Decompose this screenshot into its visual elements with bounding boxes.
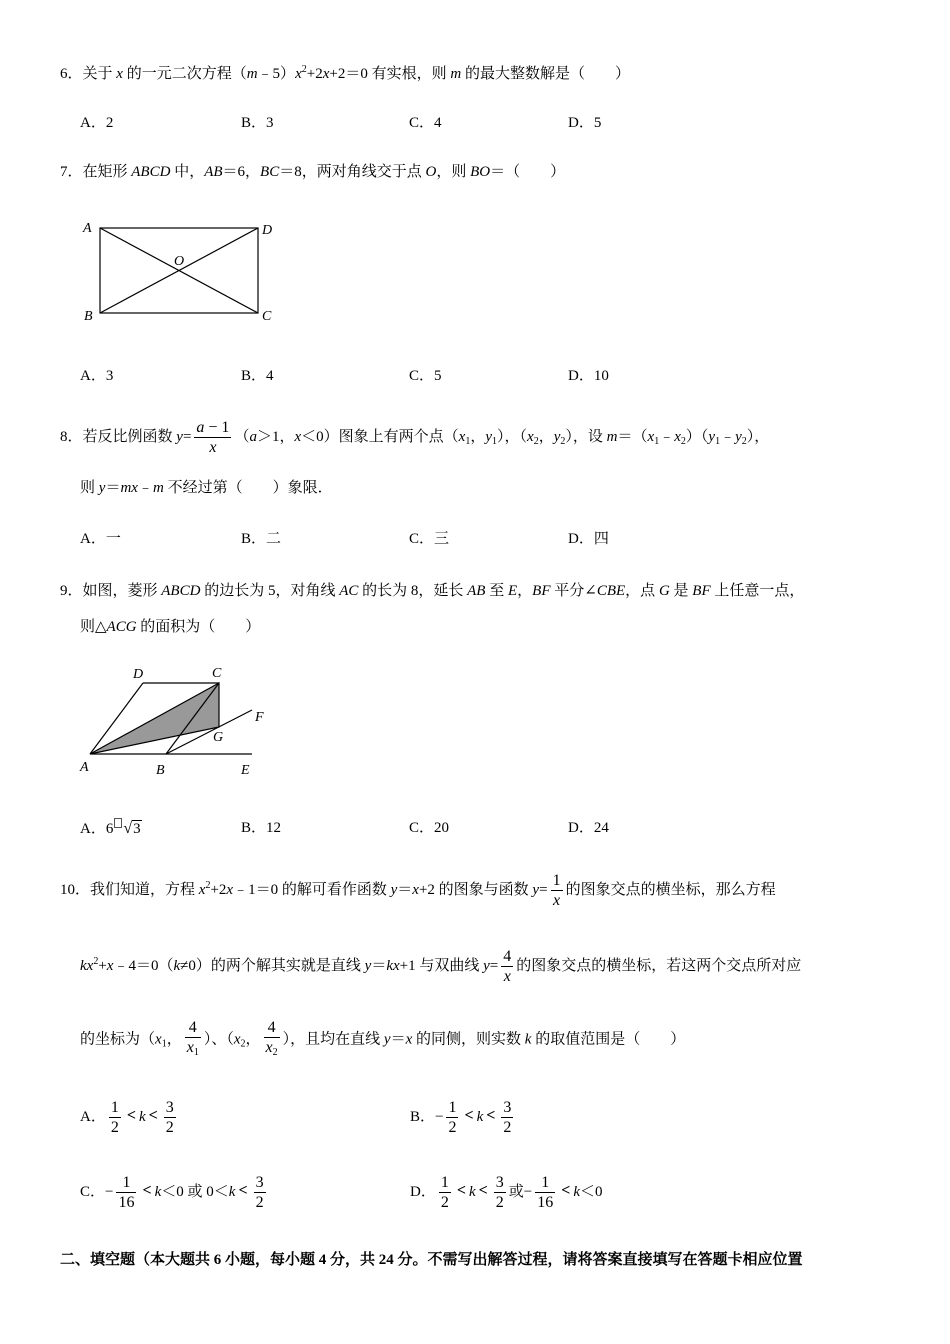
fraction bbox=[116, 1173, 136, 1212]
italic-variable: x bbox=[322, 66, 330, 82]
italic-variable: k bbox=[573, 1183, 581, 1200]
text-run: D．10 bbox=[568, 368, 609, 384]
text-run: ﹣4＝0（ bbox=[113, 957, 174, 974]
text-run: ＞1， bbox=[256, 428, 295, 445]
text-run: ＜0 bbox=[580, 1183, 603, 1200]
label-f: F bbox=[255, 710, 264, 725]
text-run: = bbox=[489, 957, 499, 974]
shaded-triangle-acg bbox=[90, 683, 219, 754]
fraction-numerator bbox=[194, 418, 231, 438]
q7-option-b bbox=[241, 354, 391, 398]
text-run: B．− bbox=[410, 1108, 444, 1125]
italic-variable: k bbox=[228, 1183, 236, 1200]
q6-option-d-text bbox=[568, 113, 601, 133]
fraction-denominator: 16 bbox=[118, 1193, 135, 1211]
italic-variable: x bbox=[106, 957, 114, 974]
q6-option-b bbox=[241, 101, 391, 145]
subscript: 1 bbox=[492, 435, 498, 447]
text-run: ﹣ bbox=[659, 428, 675, 445]
text-run: ＝ bbox=[105, 480, 121, 496]
math-operator: < bbox=[464, 1107, 474, 1125]
text-run: +2 bbox=[210, 881, 227, 898]
italic-variable: x bbox=[458, 428, 466, 445]
italic-variable: k bbox=[468, 1183, 476, 1200]
text-run: ， bbox=[517, 583, 533, 599]
italic-variable: x bbox=[116, 66, 123, 82]
italic-variable: x bbox=[412, 881, 419, 898]
italic-variable: k bbox=[138, 1108, 146, 1125]
text-run: ＜0）图象上有两个点（ bbox=[301, 428, 459, 445]
q9-option-c-text bbox=[409, 818, 449, 838]
text-run: D．四 bbox=[568, 531, 609, 547]
italic-variable: x bbox=[553, 891, 561, 909]
superscript: 2 bbox=[301, 64, 307, 75]
radicand: 3 bbox=[133, 820, 141, 837]
italic-variable: x bbox=[226, 881, 234, 898]
q6-option-c bbox=[409, 101, 559, 145]
fraction bbox=[185, 1018, 201, 1062]
text-run: ＝ bbox=[397, 881, 413, 898]
fraction-numerator: 4 bbox=[185, 1018, 201, 1038]
q8-stem-line-2 bbox=[80, 466, 890, 510]
text-run: ， bbox=[538, 428, 554, 445]
subscript: 2 bbox=[741, 435, 747, 447]
q9-option-a-text bbox=[80, 818, 142, 839]
superscript: 2 bbox=[205, 879, 211, 891]
italic-variable: mx bbox=[120, 480, 138, 496]
q8-stem-line-2-text bbox=[80, 478, 333, 498]
fraction bbox=[501, 1098, 513, 1137]
italic-variable: y bbox=[98, 480, 106, 496]
text-run: + bbox=[98, 957, 107, 974]
fraction-denominator: 2 bbox=[503, 1118, 512, 1136]
italic-variable: x bbox=[405, 1031, 413, 1048]
fraction bbox=[446, 1098, 458, 1137]
fraction-denominator: 2 bbox=[440, 1193, 449, 1211]
missing-glyph-box bbox=[114, 818, 122, 828]
math-operator: < bbox=[238, 1182, 248, 1200]
text-run: （ bbox=[234, 428, 250, 445]
text-run: A．3 bbox=[80, 368, 114, 384]
q8-option-b-text bbox=[241, 529, 281, 549]
q7-stem-text bbox=[60, 162, 565, 182]
text-run: ＝（ bbox=[617, 428, 648, 445]
text-run: C．5 bbox=[409, 368, 442, 384]
fraction-numerator: 3 bbox=[503, 1098, 512, 1116]
italic-variable: x bbox=[265, 1039, 273, 1056]
text-run: C．20 bbox=[409, 820, 450, 836]
superscript: 2 bbox=[93, 955, 99, 967]
italic-variable: y bbox=[390, 881, 398, 898]
text-run: 的一元二次方程（ bbox=[122, 66, 247, 82]
italic-variable: y bbox=[364, 957, 372, 974]
math-operator: < bbox=[561, 1182, 571, 1200]
fraction bbox=[109, 1098, 121, 1137]
math-operator: < bbox=[456, 1182, 466, 1200]
q9-rhombus-figure bbox=[70, 655, 280, 780]
q7-option-c bbox=[409, 354, 559, 398]
text-run: 的图象交点的横坐标，那么方程 bbox=[565, 881, 776, 898]
q6-option-a-text bbox=[80, 113, 113, 133]
italic-variable: x bbox=[198, 881, 206, 898]
fraction-denominator: 2 bbox=[255, 1193, 264, 1211]
text-run: 二、填空题（本大题共 6 小题，每小题 4 分，共 24 分。不需写出解答过程，请将答案直接填写在答题卡相应位置 bbox=[60, 1252, 803, 1268]
text-run: +1 与双曲线 bbox=[399, 957, 484, 974]
q10-option-b-text bbox=[410, 1098, 516, 1137]
italic-variable: y bbox=[383, 1031, 391, 1048]
italic-variable: E bbox=[507, 583, 518, 599]
italic-variable: BC bbox=[260, 164, 280, 180]
text-run: B．4 bbox=[241, 368, 274, 384]
text-run: +2 bbox=[306, 66, 323, 82]
math-operator: < bbox=[148, 1107, 158, 1125]
text-run: 的边长为 5，对角线 bbox=[200, 583, 340, 599]
text-run: − 1 bbox=[204, 418, 230, 436]
q7-option-a-text bbox=[80, 366, 113, 386]
italic-variable: BF bbox=[692, 583, 711, 599]
fraction bbox=[439, 1173, 451, 1212]
text-run: 8．若反比例函数 bbox=[60, 428, 177, 445]
subscript: 1 bbox=[465, 435, 471, 447]
fraction bbox=[535, 1173, 555, 1212]
fraction-numerator: 1 bbox=[440, 1173, 449, 1191]
fraction-numerator: 1 bbox=[448, 1098, 457, 1116]
q8-option-d bbox=[568, 517, 718, 561]
italic-variable: k bbox=[524, 1031, 532, 1048]
text-run: = bbox=[539, 881, 548, 898]
text-run: B．3 bbox=[241, 115, 274, 131]
text-run: ≠0）的两个解其实就是直线 bbox=[180, 957, 365, 974]
fraction-denominator: 2 bbox=[110, 1118, 119, 1136]
text-run: ， bbox=[166, 1031, 182, 1048]
subscript: 2 bbox=[680, 435, 686, 447]
q8-stem-line-1 bbox=[60, 415, 890, 459]
fraction-denominator bbox=[501, 967, 513, 986]
text-run: A．6 bbox=[80, 820, 114, 837]
text-run: A．2 bbox=[80, 115, 114, 131]
text-run: 7．在矩形 bbox=[60, 164, 132, 180]
text-run: 中， bbox=[170, 164, 205, 180]
italic-variable: BO bbox=[470, 164, 491, 180]
italic-variable: m bbox=[606, 428, 618, 445]
label-o: O bbox=[174, 254, 185, 269]
text-run: 的取值范围是（ ） bbox=[531, 1031, 686, 1048]
italic-variable: k bbox=[476, 1108, 484, 1125]
label-b: B bbox=[84, 309, 93, 324]
italic-variable: AC bbox=[339, 583, 359, 599]
fraction bbox=[501, 947, 513, 986]
text-run: ， bbox=[470, 428, 486, 445]
text-run: +2 的图象与函数 bbox=[418, 881, 533, 898]
italic-variable: k bbox=[154, 1183, 162, 1200]
text-run: ﹣ bbox=[720, 428, 736, 445]
text-run: B．12 bbox=[241, 820, 282, 836]
fraction-denominator bbox=[264, 1038, 280, 1062]
q10-option-b bbox=[410, 1095, 880, 1139]
q6-option-d bbox=[568, 101, 718, 145]
label-d: D bbox=[262, 223, 273, 238]
fraction bbox=[551, 871, 563, 910]
italic-variable: x bbox=[295, 66, 302, 82]
q8-option-d-text bbox=[568, 529, 609, 549]
fraction-denominator bbox=[551, 891, 563, 910]
fraction-denominator: 16 bbox=[537, 1193, 554, 1211]
text-run: A．一 bbox=[80, 531, 121, 547]
text-run: ＝（ ） bbox=[490, 164, 566, 180]
text-run: ，点 bbox=[625, 583, 659, 599]
italic-variable: y bbox=[485, 428, 493, 445]
fraction bbox=[254, 1173, 266, 1212]
text-run: 的面积为（ ） bbox=[136, 619, 261, 635]
q6-option-a bbox=[80, 101, 230, 145]
text-run: C．4 bbox=[409, 115, 442, 131]
italic-variable: x bbox=[294, 428, 302, 445]
q7-option-a bbox=[80, 354, 230, 398]
q8-option-a-text bbox=[80, 529, 121, 549]
text-run: ）（ bbox=[685, 428, 709, 445]
math-operator: < bbox=[142, 1182, 152, 1200]
fraction-numerator: 4 bbox=[264, 1018, 280, 1038]
italic-variable: y bbox=[483, 957, 490, 974]
q10-stem-line-2-text bbox=[80, 947, 801, 986]
text-run: ）、（ bbox=[203, 1031, 234, 1048]
italic-variable: m bbox=[246, 66, 258, 82]
fraction-denominator: 2 bbox=[495, 1193, 504, 1211]
text-run: ＝ bbox=[390, 1031, 406, 1048]
text-run: 是 bbox=[669, 583, 693, 599]
q8-stem-line-1-text bbox=[60, 418, 769, 457]
q10-stem-line-1 bbox=[60, 868, 890, 912]
fraction-numerator: 1 bbox=[535, 1173, 555, 1193]
q10-option-c-text bbox=[80, 1173, 269, 1212]
section-2-heading-text bbox=[60, 1250, 803, 1270]
text-run: A． bbox=[80, 1108, 106, 1125]
italic-variable: x bbox=[209, 438, 217, 456]
q8-option-b bbox=[241, 517, 391, 561]
italic-variable: x bbox=[155, 1031, 162, 1048]
fraction bbox=[264, 1018, 280, 1062]
q10-stem-line-3-text bbox=[80, 1018, 685, 1062]
fraction-denominator bbox=[194, 438, 231, 457]
italic-variable: x bbox=[527, 428, 534, 445]
q10-option-c bbox=[80, 1170, 400, 1214]
text-run: 上任意一点， bbox=[710, 583, 805, 599]
q10-stem-line-2 bbox=[80, 944, 890, 988]
text-run: = bbox=[182, 428, 192, 445]
fraction-denominator bbox=[185, 1038, 201, 1062]
label-c: C bbox=[212, 666, 222, 681]
text-run: B．二 bbox=[241, 531, 282, 547]
q7-stem bbox=[60, 150, 890, 194]
text-run: D．24 bbox=[568, 820, 609, 836]
q7-option-d bbox=[568, 354, 718, 398]
fraction-numerator: 4 bbox=[503, 947, 512, 965]
label-b: B bbox=[156, 763, 165, 778]
fraction-numerator: 1 bbox=[552, 871, 561, 889]
italic-variable: kx bbox=[386, 957, 400, 974]
text-run: 10．我们知道，方程 bbox=[60, 881, 199, 898]
text-run: ＝8，两对角线交于点 bbox=[279, 164, 426, 180]
italic-variable: x bbox=[186, 1039, 194, 1056]
italic-variable: ABCD bbox=[161, 583, 201, 599]
subscript: 2 bbox=[533, 435, 539, 447]
q9-option-d-text bbox=[568, 818, 609, 838]
text-run: ， bbox=[245, 1031, 261, 1048]
q9-option-b bbox=[241, 806, 391, 850]
text-run: ），且均在直线 bbox=[282, 1031, 384, 1048]
q8-option-c bbox=[409, 517, 559, 561]
italic-variable: y bbox=[532, 881, 540, 898]
text-run: 的长为 8，延长 bbox=[358, 583, 468, 599]
fraction-numerator: 3 bbox=[255, 1173, 264, 1191]
text-run: ﹣5） bbox=[257, 66, 296, 82]
q10-option-a bbox=[80, 1095, 400, 1139]
label-c: C bbox=[262, 309, 272, 324]
q9-option-c bbox=[409, 806, 559, 850]
italic-variable: a bbox=[196, 418, 205, 436]
math-operator: < bbox=[486, 1107, 496, 1125]
italic-variable: O bbox=[425, 164, 437, 180]
q9-option-d bbox=[568, 806, 718, 850]
q6-option-c-text bbox=[409, 113, 442, 133]
q10-stem-line-3 bbox=[80, 1018, 890, 1062]
text-run: D． bbox=[410, 1183, 436, 1200]
text-run: 的同侧，则实数 bbox=[412, 1031, 525, 1048]
subscript: 2 bbox=[240, 1038, 246, 1050]
q7-option-d-text bbox=[568, 366, 609, 386]
text-run: ﹣ bbox=[137, 480, 153, 496]
italic-variable: x bbox=[233, 1031, 241, 1048]
subscript: 2 bbox=[272, 1047, 278, 1058]
q10-stem-line-1-text bbox=[60, 871, 776, 910]
text-run: 的最大整数解是（ ） bbox=[461, 66, 630, 82]
q6-stem-text bbox=[60, 60, 630, 84]
label-d: D bbox=[133, 667, 144, 682]
square-root bbox=[123, 819, 141, 839]
italic-variable: y bbox=[553, 428, 561, 445]
q7-rectangle-figure bbox=[75, 212, 285, 327]
text-run: 平分∠ bbox=[550, 583, 597, 599]
q9-stem-line-2-text bbox=[80, 617, 260, 637]
q6-stem bbox=[60, 50, 890, 94]
fraction-numerator: 1 bbox=[116, 1173, 136, 1193]
fraction bbox=[194, 418, 231, 457]
section-2-heading bbox=[60, 1238, 890, 1282]
subscript: 1 bbox=[161, 1038, 167, 1050]
italic-variable: x bbox=[674, 428, 681, 445]
q10-option-d bbox=[410, 1170, 880, 1214]
text-run: 的图象交点的横坐标，若这两个交点所对应 bbox=[516, 957, 802, 974]
text-run: C．三 bbox=[409, 531, 450, 547]
q8-option-c-text bbox=[409, 529, 449, 549]
italic-variable: a bbox=[249, 428, 257, 445]
italic-variable: AB bbox=[467, 583, 486, 599]
q7-option-b-text bbox=[241, 366, 274, 386]
italic-variable: ABCD bbox=[131, 164, 171, 180]
q9-option-a bbox=[80, 806, 230, 850]
italic-variable: m bbox=[450, 66, 462, 82]
text-run: 则 bbox=[80, 480, 99, 496]
fraction-numerator: 3 bbox=[495, 1173, 504, 1191]
subscript: 1 bbox=[715, 435, 721, 447]
text-run: ）， bbox=[746, 428, 770, 445]
italic-variable: ACG bbox=[106, 619, 137, 635]
label-g: G bbox=[213, 730, 224, 745]
subscript: 1 bbox=[193, 1047, 199, 1058]
text-run: ＝6， bbox=[222, 164, 261, 180]
fraction bbox=[494, 1173, 506, 1212]
fraction-numerator: 3 bbox=[165, 1098, 174, 1116]
label-a: A bbox=[83, 221, 92, 236]
fraction-denominator: 2 bbox=[165, 1118, 174, 1136]
q8-option-a bbox=[80, 517, 230, 561]
q9-stem-line-2 bbox=[80, 605, 890, 649]
text-run: ，则 bbox=[436, 164, 471, 180]
subscript: 2 bbox=[560, 435, 566, 447]
italic-variable: y bbox=[735, 428, 742, 445]
q7-option-c-text bbox=[409, 366, 442, 386]
text-run: 的坐标为（ bbox=[80, 1031, 156, 1048]
text-run: 则△ bbox=[80, 619, 107, 635]
italic-variable: kx bbox=[80, 957, 94, 974]
math-operator: < bbox=[478, 1182, 488, 1200]
italic-variable: y bbox=[708, 428, 716, 445]
fraction bbox=[164, 1098, 176, 1137]
text-run: 不经过第（ ）象限． bbox=[163, 480, 333, 496]
text-run: 至 bbox=[485, 583, 508, 599]
text-run: 6．关于 bbox=[60, 66, 117, 82]
fraction-numerator: 1 bbox=[110, 1098, 119, 1116]
q9-option-b-text bbox=[241, 818, 281, 838]
text-run: ＜0 或 0＜ bbox=[161, 1183, 229, 1200]
subscript: 1 bbox=[654, 435, 660, 447]
italic-variable: k bbox=[173, 957, 181, 974]
text-run: ＝ bbox=[371, 957, 387, 974]
q9-stem-line-1-text bbox=[60, 581, 804, 601]
italic-variable: CBE bbox=[596, 583, 626, 599]
italic-variable: x bbox=[503, 967, 511, 985]
italic-variable: m bbox=[152, 480, 164, 496]
radical-sign: √ bbox=[123, 819, 133, 837]
text-run: 或− bbox=[508, 1183, 533, 1200]
q10-option-a-text bbox=[80, 1098, 179, 1137]
label-e: E bbox=[241, 763, 250, 778]
italic-variable: G bbox=[658, 583, 670, 599]
text-run: D．5 bbox=[568, 115, 602, 131]
italic-variable: y bbox=[176, 428, 183, 445]
text-run: ），设 bbox=[565, 428, 607, 445]
text-run: +2＝0 有实根，则 bbox=[329, 66, 451, 82]
q6-option-b-text bbox=[241, 113, 274, 133]
fraction-denominator: 2 bbox=[448, 1118, 457, 1136]
text-run: C．− bbox=[80, 1183, 114, 1200]
math-operator: < bbox=[126, 1107, 136, 1125]
label-a: A bbox=[80, 760, 89, 775]
italic-variable: AB bbox=[204, 164, 223, 180]
q10-option-d-text bbox=[410, 1173, 603, 1212]
italic-variable: x bbox=[647, 428, 655, 445]
text-run: ），（ bbox=[497, 428, 528, 445]
italic-variable: BF bbox=[532, 583, 551, 599]
text-run: ﹣1＝0 的解可看作函数 bbox=[233, 881, 391, 898]
text-run: 9．如图，菱形 bbox=[60, 583, 162, 599]
